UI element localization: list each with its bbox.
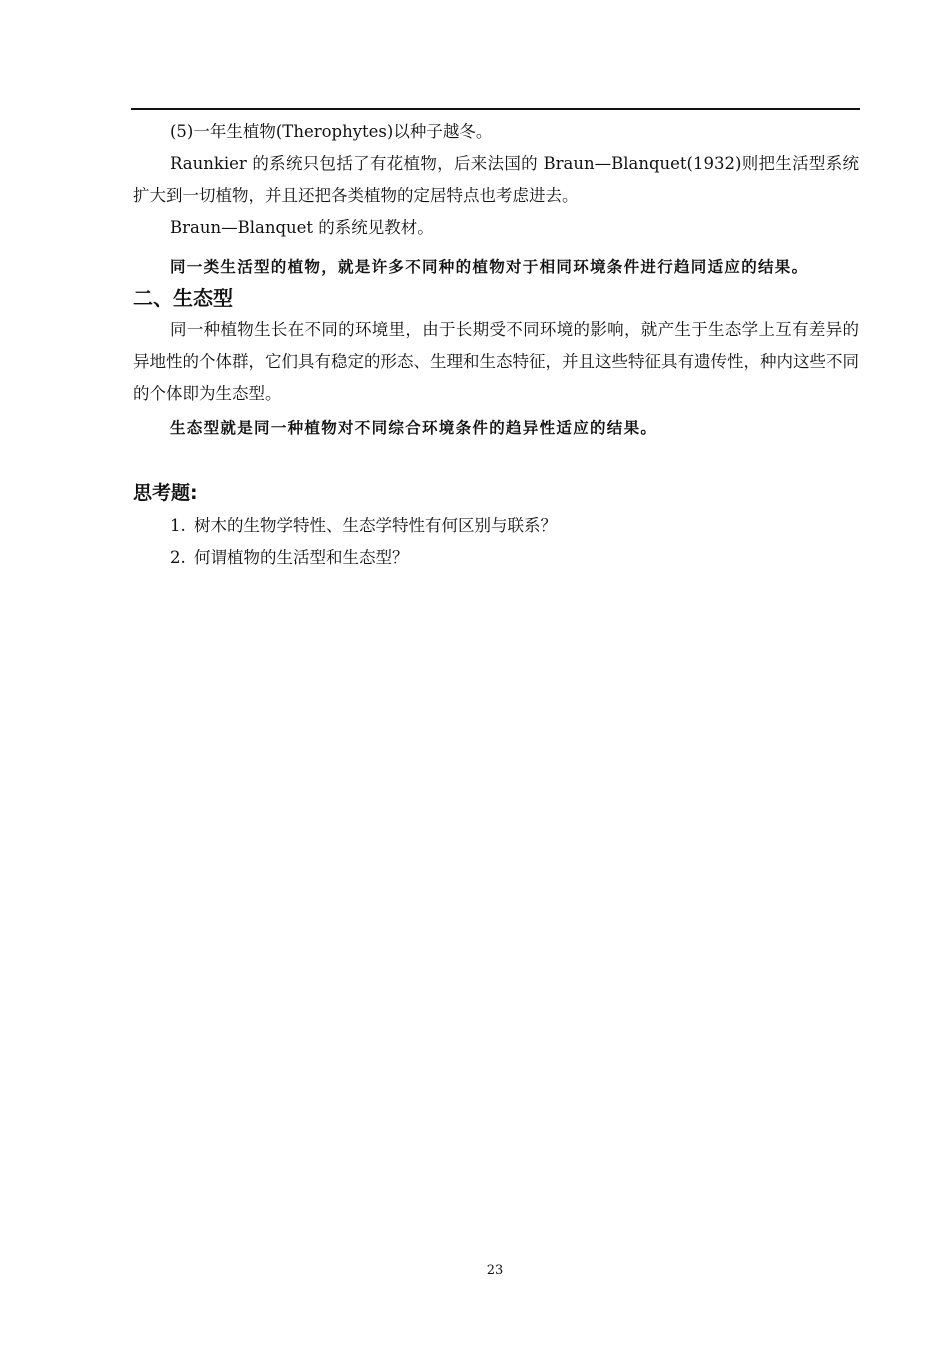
question-number: 2.	[170, 548, 186, 567]
emphasis-ecotype: 生态型就是同一种植物对不同综合环境条件的趋异性适应的结果。	[170, 419, 658, 437]
questions-heading: 思考题:	[133, 482, 198, 504]
paragraph-braun-blanquet: Braun—Blanquet 的系统见教材。	[170, 218, 434, 237]
question-text: 何谓植物的生活型和生态型？	[194, 548, 409, 567]
emphasis-life-form: 同一类生活型的植物，就是许多不同种的植物对于相同环境条件进行趋同适应的结果。	[170, 258, 809, 276]
paragraph-therophytes: (5)一年生植物(Therophytes)以种子越冬。	[170, 122, 493, 141]
question-number: 1.	[170, 516, 186, 535]
header-rule	[131, 108, 860, 110]
page-number: 23	[486, 1263, 504, 1278]
question-text: 树木的生物学特性、生态学特性有何区别与联系？	[194, 516, 557, 535]
question-item	[133, 510, 859, 542]
questions-list	[133, 510, 859, 574]
paragraph-ecotype: 同一种植物生长在不同的环境里，由于长期受不同环境的影响，就产生于生态学上互有差异的异地性的个体群，它们具有稳定的形态、生理和生态特征，并且这些特征具有遗传性，种内这些不同的个体即为生态型。	[133, 320, 859, 403]
section-heading-ecotype: 二、生态型	[133, 286, 233, 310]
question-item	[133, 542, 859, 574]
page-content	[133, 116, 859, 574]
paragraph-raunkier-system: Raunkier 的系统只包括了有花植物，后来法国的 Braun—Blanquet(1932)则把生活型系统扩大到一切植物，并且还把各类植物的定居特点也考虑进去。	[133, 154, 859, 205]
